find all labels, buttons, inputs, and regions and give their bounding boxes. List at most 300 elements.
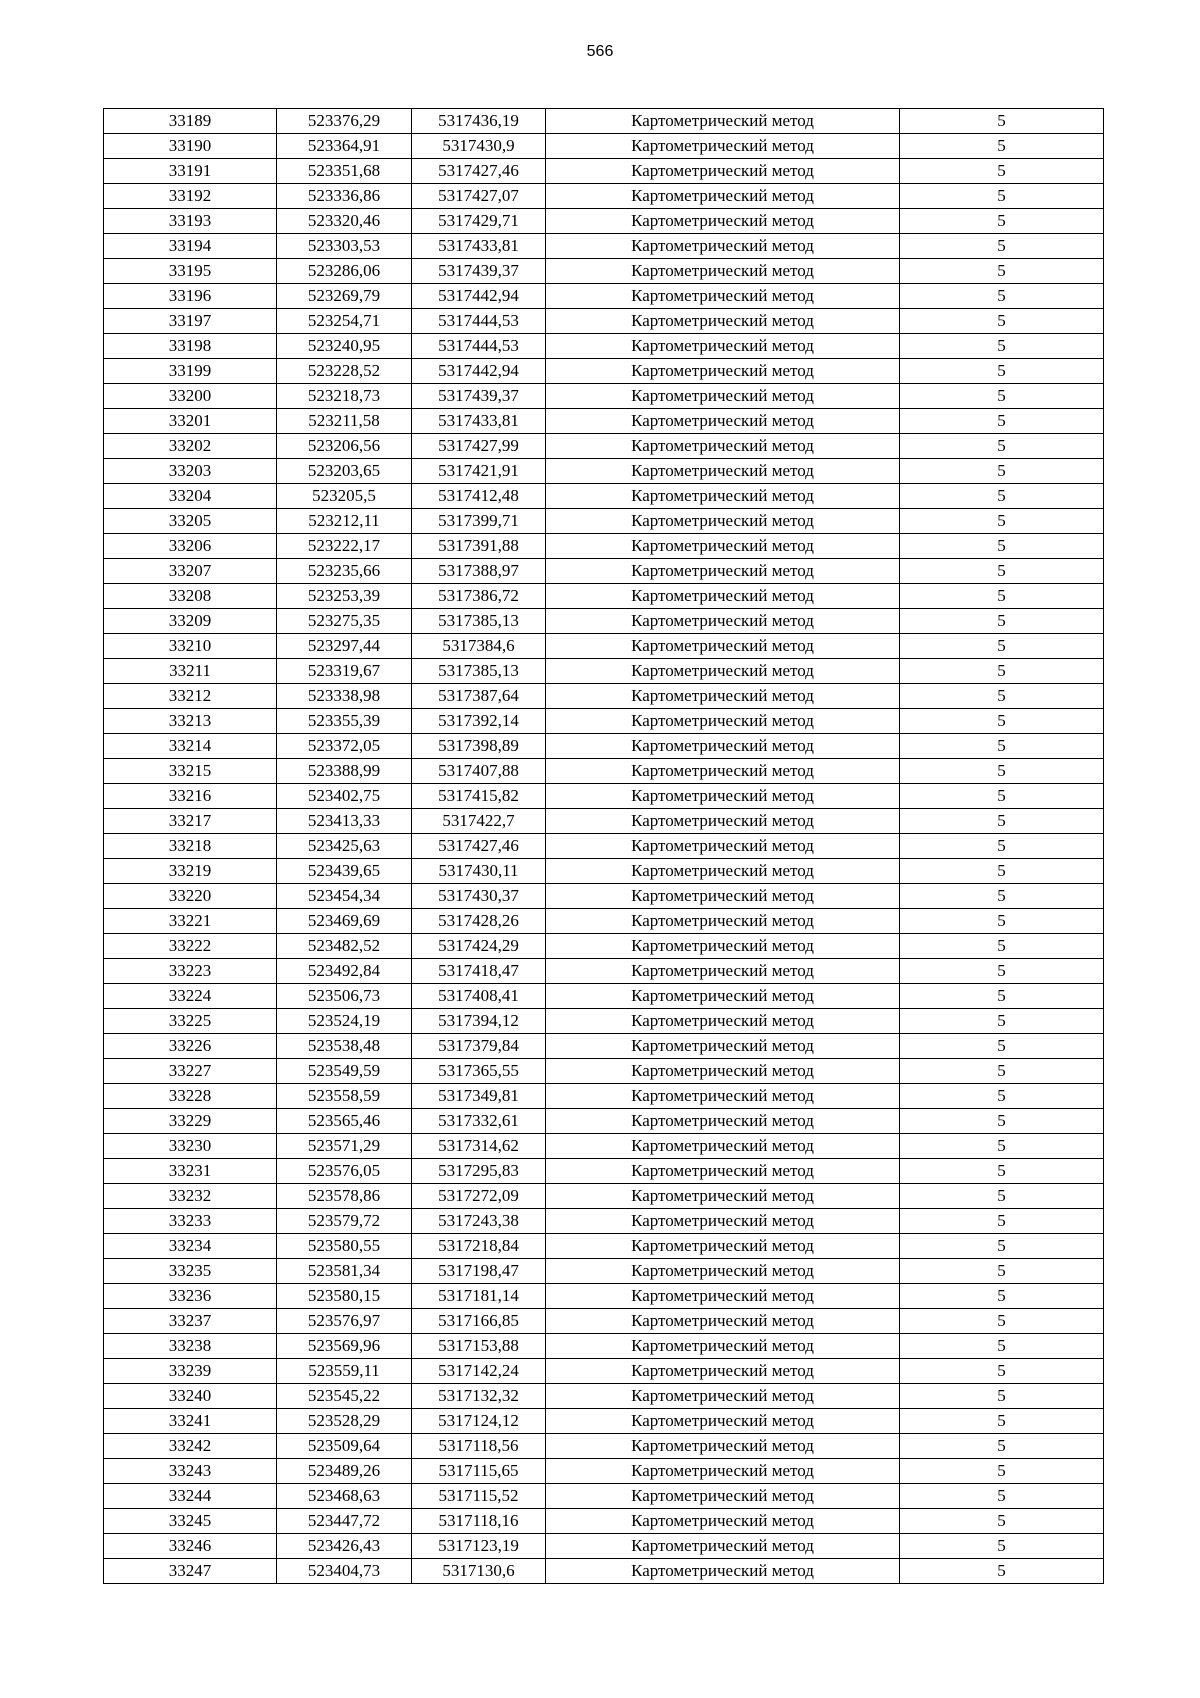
table-row bbox=[104, 309, 1104, 334]
accuracy-cell: 5 bbox=[900, 384, 1104, 409]
y-coordinate-cell: 5317349,81 bbox=[412, 1084, 546, 1109]
method-cell: Картометрический метод bbox=[546, 1459, 900, 1484]
x-coordinate-cell: 523351,68 bbox=[277, 159, 412, 184]
x-coordinate-cell: 523425,63 bbox=[277, 834, 412, 859]
y-coordinate-cell: 5317153,88 bbox=[412, 1334, 546, 1359]
method-cell: Картометрический метод bbox=[546, 1309, 900, 1334]
method-cell: Картометрический метод bbox=[546, 359, 900, 384]
accuracy-cell: 5 bbox=[900, 684, 1104, 709]
accuracy-cell: 5 bbox=[900, 909, 1104, 934]
table-row bbox=[104, 1509, 1104, 1534]
y-coordinate-cell: 5317130,6 bbox=[412, 1559, 546, 1584]
table-row bbox=[104, 134, 1104, 159]
x-coordinate-cell: 523549,59 bbox=[277, 1059, 412, 1084]
table-row bbox=[104, 1159, 1104, 1184]
y-coordinate-cell: 5317444,53 bbox=[412, 309, 546, 334]
accuracy-cell: 5 bbox=[900, 884, 1104, 909]
y-coordinate-cell: 5317314,62 bbox=[412, 1134, 546, 1159]
method-cell: Картометрический метод bbox=[546, 684, 900, 709]
table-row bbox=[104, 184, 1104, 209]
accuracy-cell: 5 bbox=[900, 1134, 1104, 1159]
table-row bbox=[104, 1359, 1104, 1384]
point-number-cell: 33220 bbox=[104, 884, 277, 909]
table-row bbox=[104, 534, 1104, 559]
y-coordinate-cell: 5317384,6 bbox=[412, 634, 546, 659]
point-number-cell: 33240 bbox=[104, 1384, 277, 1409]
table-row bbox=[104, 1409, 1104, 1434]
y-coordinate-cell: 5317243,38 bbox=[412, 1209, 546, 1234]
accuracy-cell: 5 bbox=[900, 1534, 1104, 1559]
x-coordinate-cell: 523482,52 bbox=[277, 934, 412, 959]
table-row bbox=[104, 859, 1104, 884]
x-coordinate-cell: 523372,05 bbox=[277, 734, 412, 759]
accuracy-cell: 5 bbox=[900, 1334, 1104, 1359]
accuracy-cell: 5 bbox=[900, 784, 1104, 809]
point-number-cell: 33226 bbox=[104, 1034, 277, 1059]
y-coordinate-cell: 5317115,65 bbox=[412, 1459, 546, 1484]
point-number-cell: 33199 bbox=[104, 359, 277, 384]
x-coordinate-cell: 523492,84 bbox=[277, 959, 412, 984]
method-cell: Картометрический метод bbox=[546, 384, 900, 409]
table-row bbox=[104, 1459, 1104, 1484]
accuracy-cell: 5 bbox=[900, 1259, 1104, 1284]
accuracy-cell: 5 bbox=[900, 1034, 1104, 1059]
y-coordinate-cell: 5317166,85 bbox=[412, 1309, 546, 1334]
accuracy-cell: 5 bbox=[900, 1234, 1104, 1259]
x-coordinate-cell: 523211,58 bbox=[277, 409, 412, 434]
accuracy-cell: 5 bbox=[900, 409, 1104, 434]
accuracy-cell: 5 bbox=[900, 109, 1104, 134]
table-row bbox=[104, 934, 1104, 959]
table-row bbox=[104, 1534, 1104, 1559]
point-number-cell: 33202 bbox=[104, 434, 277, 459]
accuracy-cell: 5 bbox=[900, 634, 1104, 659]
x-coordinate-cell: 523426,43 bbox=[277, 1534, 412, 1559]
table-row bbox=[104, 1234, 1104, 1259]
method-cell: Картометрический метод bbox=[546, 759, 900, 784]
x-coordinate-cell: 523320,46 bbox=[277, 209, 412, 234]
x-coordinate-cell: 523413,33 bbox=[277, 809, 412, 834]
method-cell: Картометрический метод bbox=[546, 1234, 900, 1259]
table-row bbox=[104, 334, 1104, 359]
accuracy-cell: 5 bbox=[900, 959, 1104, 984]
accuracy-cell: 5 bbox=[900, 359, 1104, 384]
table-row bbox=[104, 484, 1104, 509]
accuracy-cell: 5 bbox=[900, 709, 1104, 734]
accuracy-cell: 5 bbox=[900, 309, 1104, 334]
point-number-cell: 33201 bbox=[104, 409, 277, 434]
x-coordinate-cell: 523581,34 bbox=[277, 1259, 412, 1284]
x-coordinate-cell: 523319,67 bbox=[277, 659, 412, 684]
accuracy-cell: 5 bbox=[900, 209, 1104, 234]
accuracy-cell: 5 bbox=[900, 159, 1104, 184]
accuracy-cell: 5 bbox=[900, 734, 1104, 759]
x-coordinate-cell: 523559,11 bbox=[277, 1359, 412, 1384]
x-coordinate-cell: 523376,29 bbox=[277, 109, 412, 134]
x-coordinate-cell: 523212,11 bbox=[277, 509, 412, 534]
accuracy-cell: 5 bbox=[900, 1009, 1104, 1034]
x-coordinate-cell: 523205,5 bbox=[277, 484, 412, 509]
point-number-cell: 33246 bbox=[104, 1534, 277, 1559]
y-coordinate-cell: 5317123,19 bbox=[412, 1534, 546, 1559]
y-coordinate-cell: 5317198,47 bbox=[412, 1259, 546, 1284]
accuracy-cell: 5 bbox=[900, 259, 1104, 284]
x-coordinate-cell: 523558,59 bbox=[277, 1084, 412, 1109]
table-row bbox=[104, 1309, 1104, 1334]
table-row bbox=[104, 234, 1104, 259]
y-coordinate-cell: 5317442,94 bbox=[412, 359, 546, 384]
x-coordinate-cell: 523404,73 bbox=[277, 1559, 412, 1584]
table-row bbox=[104, 1134, 1104, 1159]
accuracy-cell: 5 bbox=[900, 659, 1104, 684]
method-cell: Картометрический метод bbox=[546, 234, 900, 259]
x-coordinate-cell: 523388,99 bbox=[277, 759, 412, 784]
accuracy-cell: 5 bbox=[900, 184, 1104, 209]
table-row bbox=[104, 1084, 1104, 1109]
accuracy-cell: 5 bbox=[900, 234, 1104, 259]
method-cell: Картометрический метод bbox=[546, 184, 900, 209]
x-coordinate-cell: 523286,06 bbox=[277, 259, 412, 284]
table-row bbox=[104, 909, 1104, 934]
method-cell: Картометрический метод bbox=[546, 1059, 900, 1084]
x-coordinate-cell: 523469,69 bbox=[277, 909, 412, 934]
accuracy-cell: 5 bbox=[900, 134, 1104, 159]
x-coordinate-cell: 523565,46 bbox=[277, 1109, 412, 1134]
method-cell: Картометрический метод bbox=[546, 434, 900, 459]
x-coordinate-cell: 523578,86 bbox=[277, 1184, 412, 1209]
y-coordinate-cell: 5317387,64 bbox=[412, 684, 546, 709]
method-cell: Картометрический метод bbox=[546, 659, 900, 684]
y-coordinate-cell: 5317394,12 bbox=[412, 1009, 546, 1034]
x-coordinate-cell: 523269,79 bbox=[277, 284, 412, 309]
accuracy-cell: 5 bbox=[900, 1084, 1104, 1109]
x-coordinate-cell: 523253,39 bbox=[277, 584, 412, 609]
x-coordinate-cell: 523439,65 bbox=[277, 859, 412, 884]
method-cell: Картометрический метод bbox=[546, 1009, 900, 1034]
y-coordinate-cell: 5317430,11 bbox=[412, 859, 546, 884]
accuracy-cell: 5 bbox=[900, 934, 1104, 959]
table-row bbox=[104, 1259, 1104, 1284]
point-number-cell: 33238 bbox=[104, 1334, 277, 1359]
accuracy-cell: 5 bbox=[900, 1309, 1104, 1334]
accuracy-cell: 5 bbox=[900, 859, 1104, 884]
y-coordinate-cell: 5317392,14 bbox=[412, 709, 546, 734]
page-number: 566 bbox=[586, 43, 614, 60]
x-coordinate-cell: 523528,29 bbox=[277, 1409, 412, 1434]
y-coordinate-cell: 5317295,83 bbox=[412, 1159, 546, 1184]
y-coordinate-cell: 5317407,88 bbox=[412, 759, 546, 784]
x-coordinate-cell: 523447,72 bbox=[277, 1509, 412, 1534]
accuracy-cell: 5 bbox=[900, 809, 1104, 834]
point-number-cell: 33236 bbox=[104, 1284, 277, 1309]
method-cell: Картометрический метод bbox=[546, 1159, 900, 1184]
table-row bbox=[104, 1034, 1104, 1059]
point-number-cell: 33213 bbox=[104, 709, 277, 734]
y-coordinate-cell: 5317272,09 bbox=[412, 1184, 546, 1209]
accuracy-cell: 5 bbox=[900, 559, 1104, 584]
table-row bbox=[104, 409, 1104, 434]
table-row bbox=[104, 559, 1104, 584]
point-number-cell: 33189 bbox=[104, 109, 277, 134]
table-row bbox=[104, 109, 1104, 134]
method-cell: Картометрический метод bbox=[546, 1359, 900, 1384]
x-coordinate-cell: 523576,05 bbox=[277, 1159, 412, 1184]
accuracy-cell: 5 bbox=[900, 509, 1104, 534]
method-cell: Картометрический метод bbox=[546, 159, 900, 184]
x-coordinate-cell: 523254,71 bbox=[277, 309, 412, 334]
table-row bbox=[104, 784, 1104, 809]
table-row bbox=[104, 1059, 1104, 1084]
table-row bbox=[104, 509, 1104, 534]
point-number-cell: 33234 bbox=[104, 1234, 277, 1259]
table-row bbox=[104, 1109, 1104, 1134]
x-coordinate-cell: 523580,55 bbox=[277, 1234, 412, 1259]
point-number-cell: 33225 bbox=[104, 1009, 277, 1034]
table-row bbox=[104, 984, 1104, 1009]
method-cell: Картометрический метод bbox=[546, 534, 900, 559]
table-row bbox=[104, 684, 1104, 709]
accuracy-cell: 5 bbox=[900, 534, 1104, 559]
point-number-cell: 33216 bbox=[104, 784, 277, 809]
method-cell: Картометрический метод bbox=[546, 1334, 900, 1359]
table-row bbox=[104, 1284, 1104, 1309]
y-coordinate-cell: 5317386,72 bbox=[412, 584, 546, 609]
method-cell: Картометрический метод bbox=[546, 784, 900, 809]
x-coordinate-cell: 523355,39 bbox=[277, 709, 412, 734]
table-row bbox=[104, 1184, 1104, 1209]
x-coordinate-cell: 523402,75 bbox=[277, 784, 412, 809]
x-coordinate-cell: 523218,73 bbox=[277, 384, 412, 409]
point-number-cell: 33235 bbox=[104, 1259, 277, 1284]
y-coordinate-cell: 5317429,71 bbox=[412, 209, 546, 234]
y-coordinate-cell: 5317391,88 bbox=[412, 534, 546, 559]
accuracy-cell: 5 bbox=[900, 984, 1104, 1009]
table-row bbox=[104, 609, 1104, 634]
method-cell: Картометрический метод bbox=[546, 309, 900, 334]
method-cell: Картометрический метод bbox=[546, 1534, 900, 1559]
y-coordinate-cell: 5317427,99 bbox=[412, 434, 546, 459]
table-row bbox=[104, 434, 1104, 459]
point-number-cell: 33195 bbox=[104, 259, 277, 284]
table-row bbox=[104, 459, 1104, 484]
method-cell: Картометрический метод bbox=[546, 1209, 900, 1234]
point-number-cell: 33228 bbox=[104, 1084, 277, 1109]
y-coordinate-cell: 5317142,24 bbox=[412, 1359, 546, 1384]
y-coordinate-cell: 5317433,81 bbox=[412, 234, 546, 259]
table-row bbox=[104, 384, 1104, 409]
y-coordinate-cell: 5317433,81 bbox=[412, 409, 546, 434]
table-row bbox=[104, 259, 1104, 284]
point-number-cell: 33196 bbox=[104, 284, 277, 309]
y-coordinate-cell: 5317427,07 bbox=[412, 184, 546, 209]
x-coordinate-cell: 523454,34 bbox=[277, 884, 412, 909]
y-coordinate-cell: 5317385,13 bbox=[412, 609, 546, 634]
table-row bbox=[104, 209, 1104, 234]
x-coordinate-cell: 523228,52 bbox=[277, 359, 412, 384]
method-cell: Картометрический метод bbox=[546, 1484, 900, 1509]
point-number-cell: 33215 bbox=[104, 759, 277, 784]
point-number-cell: 33197 bbox=[104, 309, 277, 334]
point-number-cell: 33212 bbox=[104, 684, 277, 709]
method-cell: Картометрический метод bbox=[546, 409, 900, 434]
accuracy-cell: 5 bbox=[900, 759, 1104, 784]
x-coordinate-cell: 523235,66 bbox=[277, 559, 412, 584]
y-coordinate-cell: 5317388,97 bbox=[412, 559, 546, 584]
point-number-cell: 33237 bbox=[104, 1309, 277, 1334]
point-number-cell: 33217 bbox=[104, 809, 277, 834]
y-coordinate-cell: 5317427,46 bbox=[412, 159, 546, 184]
accuracy-cell: 5 bbox=[900, 1184, 1104, 1209]
point-number-cell: 33192 bbox=[104, 184, 277, 209]
method-cell: Картометрический метод bbox=[546, 1384, 900, 1409]
y-coordinate-cell: 5317132,32 bbox=[412, 1384, 546, 1409]
method-cell: Картометрический метод bbox=[546, 109, 900, 134]
y-coordinate-cell: 5317398,89 bbox=[412, 734, 546, 759]
table-row bbox=[104, 584, 1104, 609]
y-coordinate-cell: 5317399,71 bbox=[412, 509, 546, 534]
x-coordinate-cell: 523275,35 bbox=[277, 609, 412, 634]
point-number-cell: 33243 bbox=[104, 1459, 277, 1484]
y-coordinate-cell: 5317218,84 bbox=[412, 1234, 546, 1259]
y-coordinate-cell: 5317118,16 bbox=[412, 1509, 546, 1534]
point-number-cell: 33233 bbox=[104, 1209, 277, 1234]
point-number-cell: 33211 bbox=[104, 659, 277, 684]
method-cell: Картометрический метод bbox=[546, 909, 900, 934]
point-number-cell: 33224 bbox=[104, 984, 277, 1009]
table-row bbox=[104, 959, 1104, 984]
table-row bbox=[104, 1384, 1104, 1409]
method-cell: Картометрический метод bbox=[546, 559, 900, 584]
method-cell: Картометрический метод bbox=[546, 1509, 900, 1534]
point-number-cell: 33206 bbox=[104, 534, 277, 559]
accuracy-cell: 5 bbox=[900, 1484, 1104, 1509]
y-coordinate-cell: 5317418,47 bbox=[412, 959, 546, 984]
point-number-cell: 33210 bbox=[104, 634, 277, 659]
point-number-cell: 33227 bbox=[104, 1059, 277, 1084]
point-number-cell: 33231 bbox=[104, 1159, 277, 1184]
y-coordinate-cell: 5317379,84 bbox=[412, 1034, 546, 1059]
table-row bbox=[104, 1009, 1104, 1034]
method-cell: Картометрический метод bbox=[546, 609, 900, 634]
y-coordinate-cell: 5317424,29 bbox=[412, 934, 546, 959]
method-cell: Картометрический метод bbox=[546, 834, 900, 859]
point-number-cell: 33198 bbox=[104, 334, 277, 359]
method-cell: Картометрический метод bbox=[546, 259, 900, 284]
point-number-cell: 33230 bbox=[104, 1134, 277, 1159]
y-coordinate-cell: 5317439,37 bbox=[412, 384, 546, 409]
method-cell: Картометрический метод bbox=[546, 1084, 900, 1109]
table-row bbox=[104, 659, 1104, 684]
x-coordinate-cell: 523206,56 bbox=[277, 434, 412, 459]
accuracy-cell: 5 bbox=[900, 459, 1104, 484]
accuracy-cell: 5 bbox=[900, 284, 1104, 309]
x-coordinate-cell: 523576,97 bbox=[277, 1309, 412, 1334]
table-row bbox=[104, 809, 1104, 834]
method-cell: Картометрический метод bbox=[546, 1034, 900, 1059]
method-cell: Картометрический метод bbox=[546, 134, 900, 159]
y-coordinate-cell: 5317428,26 bbox=[412, 909, 546, 934]
y-coordinate-cell: 5317408,41 bbox=[412, 984, 546, 1009]
method-cell: Картометрический метод bbox=[546, 284, 900, 309]
x-coordinate-cell: 523468,63 bbox=[277, 1484, 412, 1509]
accuracy-cell: 5 bbox=[900, 334, 1104, 359]
point-number-cell: 33190 bbox=[104, 134, 277, 159]
point-number-cell: 33232 bbox=[104, 1184, 277, 1209]
point-number-cell: 33223 bbox=[104, 959, 277, 984]
x-coordinate-cell: 523506,73 bbox=[277, 984, 412, 1009]
table-row bbox=[104, 734, 1104, 759]
point-number-cell: 33209 bbox=[104, 609, 277, 634]
point-number-cell: 33247 bbox=[104, 1559, 277, 1584]
x-coordinate-cell: 523222,17 bbox=[277, 534, 412, 559]
x-coordinate-cell: 523303,53 bbox=[277, 234, 412, 259]
y-coordinate-cell: 5317427,46 bbox=[412, 834, 546, 859]
y-coordinate-cell: 5317430,9 bbox=[412, 134, 546, 159]
y-coordinate-cell: 5317385,13 bbox=[412, 659, 546, 684]
point-number-cell: 33214 bbox=[104, 734, 277, 759]
y-coordinate-cell: 5317439,37 bbox=[412, 259, 546, 284]
method-cell: Картометрический метод bbox=[546, 984, 900, 1009]
method-cell: Картометрический метод bbox=[546, 634, 900, 659]
method-cell: Картометрический метод bbox=[546, 1184, 900, 1209]
table-row bbox=[104, 884, 1104, 909]
accuracy-cell: 5 bbox=[900, 1384, 1104, 1409]
point-number-cell: 33208 bbox=[104, 584, 277, 609]
method-cell: Картометрический метод bbox=[546, 1559, 900, 1584]
x-coordinate-cell: 523336,86 bbox=[277, 184, 412, 209]
method-cell: Картометрический метод bbox=[546, 334, 900, 359]
x-coordinate-cell: 523538,48 bbox=[277, 1034, 412, 1059]
x-coordinate-cell: 523579,72 bbox=[277, 1209, 412, 1234]
point-number-cell: 33239 bbox=[104, 1359, 277, 1384]
coordinates-table-body bbox=[104, 109, 1104, 1584]
accuracy-cell: 5 bbox=[900, 1109, 1104, 1134]
y-coordinate-cell: 5317124,12 bbox=[412, 1409, 546, 1434]
accuracy-cell: 5 bbox=[900, 1509, 1104, 1534]
method-cell: Картометрический метод bbox=[546, 734, 900, 759]
method-cell: Картометрический метод bbox=[546, 584, 900, 609]
point-number-cell: 33245 bbox=[104, 1509, 277, 1534]
method-cell: Картометрический метод bbox=[546, 209, 900, 234]
method-cell: Картометрический метод bbox=[546, 1409, 900, 1434]
table-row bbox=[104, 759, 1104, 784]
method-cell: Картометрический метод bbox=[546, 1109, 900, 1134]
accuracy-cell: 5 bbox=[900, 584, 1104, 609]
y-coordinate-cell: 5317421,91 bbox=[412, 459, 546, 484]
accuracy-cell: 5 bbox=[900, 1434, 1104, 1459]
accuracy-cell: 5 bbox=[900, 609, 1104, 634]
point-number-cell: 33193 bbox=[104, 209, 277, 234]
x-coordinate-cell: 523240,95 bbox=[277, 334, 412, 359]
method-cell: Картометрический метод bbox=[546, 809, 900, 834]
table-row bbox=[104, 159, 1104, 184]
method-cell: Картометрический метод bbox=[546, 1434, 900, 1459]
point-number-cell: 33200 bbox=[104, 384, 277, 409]
y-coordinate-cell: 5317412,48 bbox=[412, 484, 546, 509]
point-number-cell: 33241 bbox=[104, 1409, 277, 1434]
accuracy-cell: 5 bbox=[900, 1159, 1104, 1184]
point-number-cell: 33194 bbox=[104, 234, 277, 259]
x-coordinate-cell: 523571,29 bbox=[277, 1134, 412, 1159]
method-cell: Картометрический метод bbox=[546, 959, 900, 984]
x-coordinate-cell: 523364,91 bbox=[277, 134, 412, 159]
point-number-cell: 33222 bbox=[104, 934, 277, 959]
x-coordinate-cell: 523489,26 bbox=[277, 1459, 412, 1484]
y-coordinate-cell: 5317181,14 bbox=[412, 1284, 546, 1309]
table-row bbox=[104, 834, 1104, 859]
y-coordinate-cell: 5317422,7 bbox=[412, 809, 546, 834]
accuracy-cell: 5 bbox=[900, 1459, 1104, 1484]
